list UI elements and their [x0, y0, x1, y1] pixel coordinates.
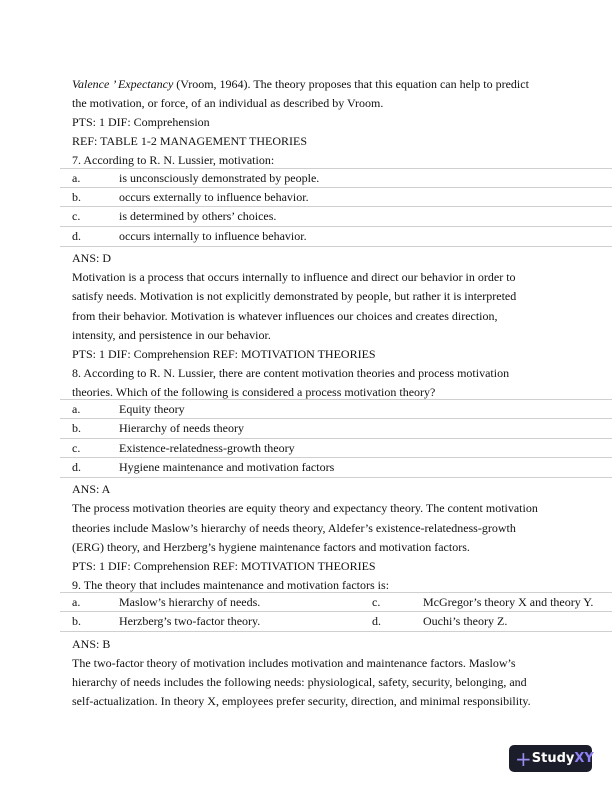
text-line [72, 500, 538, 516]
text-line [72, 152, 274, 168]
plus-icon: + [515, 746, 532, 771]
option-letter: d. [72, 460, 81, 474]
text-line [72, 308, 498, 324]
option-text: Existence-relatedness-growth theory [119, 441, 295, 455]
line-text: PTS: 1 DIF: Comprehension REF: MOTIVATION THEORIES [72, 559, 376, 573]
answer-option-row [60, 187, 612, 207]
answer-option-row [60, 438, 612, 458]
text-line [72, 577, 389, 593]
line-text: (Vroom, 1964). The theory proposes that this equation can help to predict [173, 77, 529, 91]
option-letter: a. [72, 402, 81, 416]
text-line [72, 288, 516, 304]
text-line [72, 520, 516, 536]
line-text: intensity, and persistence in our behavior. [72, 328, 271, 342]
line-text: the motivation, or force, of an individual as described by Vroom. [72, 96, 384, 110]
text-line [72, 539, 470, 555]
answer-option-row [60, 399, 612, 419]
answer-option-row [60, 226, 612, 247]
text-line [72, 133, 307, 149]
option-letter: b. [72, 421, 81, 435]
text-line [72, 269, 516, 285]
text-line [72, 558, 376, 574]
option-text: occurs internally to influence behavior. [119, 229, 307, 243]
option-text: Herzberg’s two-factor theory. [119, 614, 261, 628]
text-line [72, 384, 435, 400]
line-text: ANS: D [72, 251, 112, 265]
option-letter: a. [72, 171, 81, 185]
answer-option-row [60, 168, 612, 188]
line-text: hierarchy of needs includes the following needs: physiological, safety, security, belonging, and [72, 675, 527, 689]
line-text: 8. According to R. N. Lussier, there are content motivation theories and process motivation [72, 366, 510, 380]
text-line [72, 95, 383, 111]
line-text: satisfy needs. Motivation is not explicitly demonstrated by people, but rather it is interpreted [72, 289, 517, 303]
line-text: Motivation is a process that occurs internally to influence and direct our behavior in order to [72, 270, 516, 284]
text-line [72, 76, 529, 92]
line-text: The process motivation theories are equity theory and expectancy theory. The content motivation [72, 501, 538, 515]
answer-option-row [60, 418, 612, 438]
option-text: Ouchi’s theory Z. [423, 614, 508, 628]
option-text: Hygiene maintenance and motivation factors [119, 460, 335, 474]
answer-option-row [60, 611, 612, 632]
line-text: 9. The theory that includes maintenance and motivation factors is: [72, 578, 390, 592]
option-text: Maslow’s hierarchy of needs. [119, 595, 261, 609]
line-text: PTS: 1 DIF: Comprehension REF: MOTIVATION THEORIES [72, 347, 376, 361]
option-letter: d. [372, 614, 381, 628]
option-letter: c. [72, 441, 81, 455]
line-text: PTS: 1 DIF: Comprehension [72, 115, 210, 129]
text-line [72, 674, 527, 690]
answer-option-row [60, 592, 612, 612]
answer-option-row [60, 206, 612, 226]
italic-term: Valence ’ Expectancy [72, 77, 174, 91]
answer-option-row [60, 457, 612, 478]
text-line [72, 655, 516, 671]
option-text: Hierarchy of needs theory [119, 421, 244, 435]
line-text: ANS: A [72, 482, 111, 496]
option-text: Equity theory [119, 402, 185, 416]
text-line [72, 327, 271, 343]
option-letter: a. [72, 595, 81, 609]
option-letter: b. [72, 614, 81, 628]
line-text: REF: TABLE 1-2 MANAGEMENT THEORIES [72, 134, 308, 148]
line-text: ANS: B [72, 637, 111, 651]
badge-study: Study [531, 751, 575, 766]
studyxy-badge[interactable] [509, 745, 592, 772]
line-text: theories. Which of the following is considered a process motivation theory? [72, 385, 436, 399]
line-text: from their behavior. Motivation is whatever influences our choices and creates direction, [72, 309, 498, 323]
line-text: The two-factor theory of motivation includes motivation and maintenance factors. Maslow’s [72, 656, 516, 670]
line-text: self-actualization. In theory X, employees prefer security, direction, and minimal responsibility. [72, 694, 531, 708]
badge-xy: XY [574, 751, 594, 766]
text-line [72, 250, 111, 266]
text-line [72, 346, 376, 362]
line-text: 7. According to R. N. Lussier, motivation: [72, 153, 275, 167]
text-line [72, 636, 110, 652]
option-letter: c. [372, 595, 381, 609]
line-text: (ERG) theory, and Herzberg’s hygiene maintenance factors and motivation factors. [72, 540, 470, 554]
option-text: occurs externally to influence behavior. [119, 190, 309, 204]
option-letter: d. [72, 229, 81, 243]
text-line [72, 481, 110, 497]
line-text: theories include Maslow’s hierarchy of needs theory, Aldefer’s existence-relatedness-growth [72, 521, 516, 535]
option-letter: c. [72, 209, 81, 223]
text-line [72, 114, 210, 130]
text-line [72, 365, 509, 381]
option-letter: b. [72, 190, 81, 204]
text-line [72, 693, 531, 709]
option-text: is determined by others’ choices. [119, 209, 277, 223]
option-text: McGregor’s theory X and theory Y. [423, 595, 594, 609]
option-text: is unconsciously demonstrated by people. [119, 171, 320, 185]
